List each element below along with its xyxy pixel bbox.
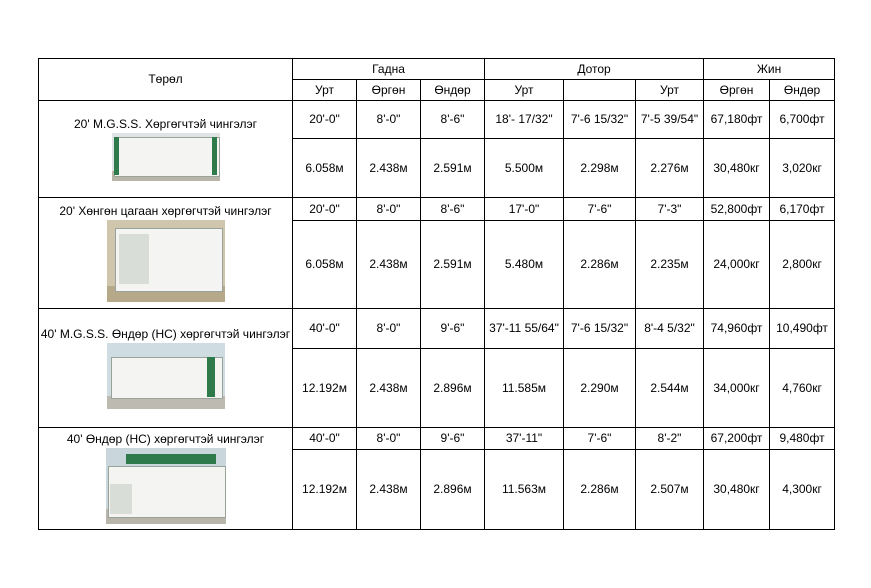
sub-header: Өндөр xyxy=(770,80,835,101)
refrigeration-unit xyxy=(110,484,132,514)
imperial-value: 7'-6 15/32" xyxy=(564,101,636,139)
imperial-value: 52,800фт xyxy=(704,198,770,221)
sub-header: Өндөр xyxy=(421,80,485,101)
imperial-value: 20'-0" xyxy=(293,198,357,221)
metric-value: 2.896м xyxy=(421,349,485,428)
outside-header: Гадна xyxy=(293,59,485,80)
sub-header: Урт xyxy=(636,80,704,101)
imperial-value: 7'-3" xyxy=(636,198,704,221)
imperial-value: 8'-0" xyxy=(357,309,421,349)
container-frame xyxy=(207,357,215,397)
imperial-value: 37'-11" xyxy=(485,428,564,450)
imperial-value: 9,480фт xyxy=(770,428,835,450)
imperial-value: 7'-6" xyxy=(564,428,636,450)
container-type-cell xyxy=(39,101,293,198)
refrigeration-unit xyxy=(119,234,149,284)
metric-value: 2.438м xyxy=(357,349,421,428)
imperial-value: 8'-0" xyxy=(357,101,421,139)
metric-value: 12.192м xyxy=(293,349,357,428)
imperial-value: 7'-5 39/54" xyxy=(636,101,704,139)
metric-value: 24,000кг xyxy=(704,221,770,309)
header-row-groups xyxy=(39,59,835,80)
container-spec-table xyxy=(38,58,835,530)
sub-header: Өргөн xyxy=(704,80,770,101)
container-frame xyxy=(114,137,119,175)
imperial-value: 8'-4 5/32" xyxy=(636,309,704,349)
stacked-40ft-hc-reefer-containers-photo xyxy=(106,448,226,524)
imperial-value: 10,490фт xyxy=(770,309,835,349)
table-row xyxy=(39,428,835,450)
metric-value: 3,020кг xyxy=(770,139,835,198)
container-type-name: 20' Хөнгөн цагаан хөргөгчтэй чингэлэг xyxy=(59,203,272,218)
table-row xyxy=(39,101,835,139)
imperial-value: 6,700фт xyxy=(770,101,835,139)
container-type-cell xyxy=(39,309,293,428)
imperial-value: 74,960фт xyxy=(704,309,770,349)
metric-value: 2.438м xyxy=(357,221,421,309)
imperial-value: 8'-0" xyxy=(357,198,421,221)
sub-header xyxy=(564,80,636,101)
imperial-value: 40'-0" xyxy=(293,428,357,450)
imperial-value: 7'-6" xyxy=(564,198,636,221)
aluminium-20ft-reefer-container-photo xyxy=(107,220,225,302)
table-row xyxy=(39,198,835,221)
imperial-value: 18'- 17/32" xyxy=(485,101,564,139)
sub-header: Өргөн xyxy=(357,80,421,101)
metric-value: 2.896м xyxy=(421,450,485,530)
imperial-value: 9'-6" xyxy=(421,309,485,349)
metric-value: 30,480кг xyxy=(704,139,770,198)
metric-value: 5.500м xyxy=(485,139,564,198)
metric-value: 4,760кг xyxy=(770,349,835,428)
imperial-value: 40'-0" xyxy=(293,309,357,349)
white-40ft-hc-reefer-container-photo xyxy=(107,343,225,409)
metric-value: 2.298м xyxy=(564,139,636,198)
imperial-value: 7'-6 15/32" xyxy=(564,309,636,349)
metric-value: 6.058м xyxy=(293,221,357,309)
imperial-value: 8'-6" xyxy=(421,198,485,221)
metric-value: 2.286м xyxy=(564,221,636,309)
metric-value: 12.192м xyxy=(293,450,357,530)
metric-value: 2.290м xyxy=(564,349,636,428)
white-20ft-reefer-container-photo xyxy=(112,133,220,181)
container-body xyxy=(114,137,220,177)
weight-header: Жин xyxy=(704,59,835,80)
container-type-name: 40' Өндөр (HC) хөргөгчтэй чингэлэг xyxy=(66,432,265,446)
metric-value: 2.591м xyxy=(421,221,485,309)
table-row xyxy=(39,309,835,349)
imperial-value: 20'-0" xyxy=(293,101,357,139)
sub-header: Урт xyxy=(485,80,564,101)
metric-value: 11.563м xyxy=(485,450,564,530)
metric-value: 5.480м xyxy=(485,221,564,309)
metric-value: 34,000кг xyxy=(704,349,770,428)
imperial-value: 67,200фт xyxy=(704,428,770,450)
metric-value: 30,480кг xyxy=(704,450,770,530)
container-type-name: 20' M.G.S.S. Хөргөгчтэй чингэлэг xyxy=(74,116,257,131)
container-type-cell xyxy=(39,428,293,530)
imperial-value: 6,170фт xyxy=(770,198,835,221)
container-frame xyxy=(212,137,217,175)
imperial-value: 8'-0" xyxy=(357,428,421,450)
inside-header: Дотор xyxy=(485,59,704,80)
metric-value: 2.591м xyxy=(421,139,485,198)
metric-value: 2,800кг xyxy=(770,221,835,309)
container-type-name: 40' M.G.S.S. Өндөр (HC) хөргөгчтэй чингэлэг xyxy=(40,326,291,341)
metric-value: 11.585м xyxy=(485,349,564,428)
sub-header: Урт xyxy=(293,80,357,101)
imperial-value: 17'-0" xyxy=(485,198,564,221)
metric-value: 2.544м xyxy=(636,349,704,428)
imperial-value: 8'-2" xyxy=(636,428,704,450)
container-frame xyxy=(126,454,216,464)
imperial-value: 9'-6" xyxy=(421,428,485,450)
type-header: Төрөл xyxy=(39,59,293,101)
container-type-cell xyxy=(39,198,293,309)
metric-value: 2.438м xyxy=(357,450,421,530)
metric-value: 2.438м xyxy=(357,139,421,198)
metric-value: 2.507м xyxy=(636,450,704,530)
imperial-value: 67,180фт xyxy=(704,101,770,139)
imperial-value: 37'-11 55/64" xyxy=(485,309,564,349)
metric-value: 2.286м xyxy=(564,450,636,530)
metric-value: 2.276м xyxy=(636,139,704,198)
metric-value: 2.235м xyxy=(636,221,704,309)
imperial-value: 8'-6" xyxy=(421,101,485,139)
metric-value: 6.058м xyxy=(293,139,357,198)
metric-value: 4,300кг xyxy=(770,450,835,530)
